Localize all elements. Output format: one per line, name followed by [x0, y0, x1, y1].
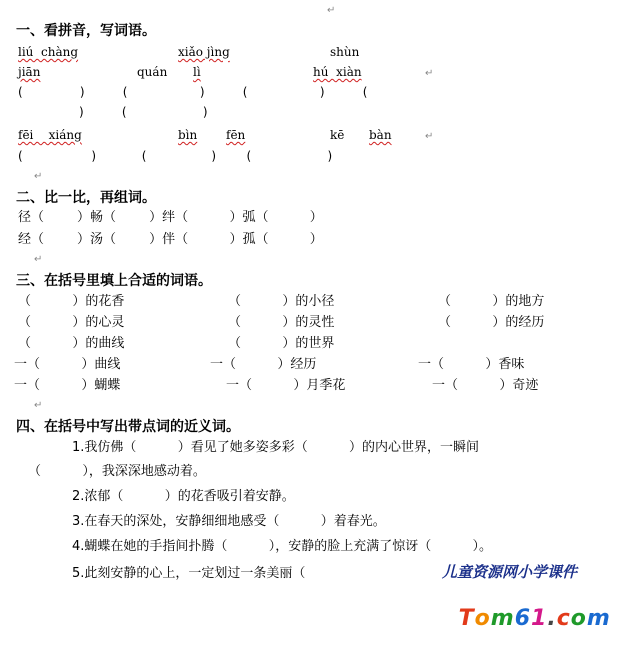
section-3-title: 三、在括号里填上合适的词语。 [16, 273, 212, 289]
pinyin-fei-xiang: fēi xiáng [18, 128, 82, 142]
paragraph-mark: ↵ [425, 68, 434, 79]
synonym-item-1[interactable]: 1.我仿佛（ ）看见了她多姿多彩（ ）的内心世界，一瞬间 [72, 440, 480, 455]
fill-row-2-a[interactable]: （ ）的心灵 [18, 315, 125, 330]
watermark-letter: m [490, 606, 515, 631]
watermark-letter: 1 [531, 606, 548, 631]
fill-row-1-b[interactable]: （ ）的小径 [228, 294, 335, 309]
answer-blanks-1[interactable]: ( ) ( ) ( ) ( [18, 85, 368, 99]
fill-row-2-c[interactable]: （ ）的经历 [438, 315, 545, 330]
pinyin-ban: bàn [369, 128, 392, 142]
watermark-title: 儿童资源网小学课件 [442, 563, 578, 581]
pinyin-li: lì [193, 65, 201, 79]
pinyin-fen: fēn [226, 128, 246, 142]
pinyin-liu-chang: liú chàng [18, 45, 79, 59]
pinyin-bin: bìn [178, 128, 198, 142]
fill-row-1-a[interactable]: （ ）的花香 [18, 294, 125, 309]
fill-row-5-a[interactable]: 一（ ）蝴蝶 [14, 378, 121, 393]
watermark-letter: m [586, 606, 611, 631]
synonym-item-4[interactable]: 4.蝴蝶在她的手指间扑腾（ ），安静的脸上充满了惊讶（ ）。 [72, 539, 493, 554]
fill-row-4-b[interactable]: 一（ ）经历 [210, 357, 317, 372]
watermark-letter: o [474, 606, 491, 631]
fill-row-4-c[interactable]: 一（ ）香味 [418, 357, 525, 372]
paragraph-mark: ↵ [327, 5, 336, 16]
synonym-item-1-continued[interactable]: （ ），我深深地感动着。 [28, 464, 206, 479]
section-4-title: 四、在括号中写出带点词的近义词。 [16, 419, 240, 435]
answer-blanks-3[interactable]: ( ) ( ) ( ) [18, 149, 333, 163]
fill-row-5-c[interactable]: 一（ ）奇迹 [432, 378, 539, 393]
paragraph-mark: ↵ [34, 171, 43, 182]
fill-row-1-c[interactable]: （ ）的地方 [438, 294, 545, 309]
fill-row-4-a[interactable]: 一（ ）曲线 [14, 357, 121, 372]
site-watermark-logo [420, 561, 620, 631]
pinyin-quan: quán [137, 65, 168, 79]
fill-row-3-a[interactable]: （ ）的曲线 [18, 336, 125, 351]
fill-row-5-b[interactable]: 一（ ）月季花 [226, 378, 346, 393]
pinyin-hu-xian: hú xiàn [313, 65, 362, 79]
fill-row-2-b[interactable]: （ ）的灵性 [228, 315, 335, 330]
pinyin-shun: shùn [330, 45, 360, 59]
pinyin-jian: jiān [18, 65, 41, 79]
paragraph-mark: ↵ [34, 254, 43, 265]
section-2-title: 二、比一比，再组词。 [16, 190, 156, 206]
paragraph-mark: ↵ [34, 400, 43, 411]
compare-row-2[interactable]: 经（ ）汤（ ）伴（ ）孤（ ） [18, 232, 323, 247]
watermark-letter: T [458, 606, 475, 631]
synonym-item-2[interactable]: 2.浓郁（ ）的花香吸引着安静。 [72, 489, 295, 504]
fill-row-3-b[interactable]: （ ）的世界 [228, 336, 335, 351]
synonym-item-5[interactable]: 5.此刻安静的心上，一定划过一条美丽（ [72, 566, 306, 581]
compare-row-1[interactable]: 径（ ）畅（ ）绊（ ）弧（ ） [18, 210, 323, 225]
watermark-letter: c [556, 606, 571, 631]
watermark-letter: o [570, 606, 587, 631]
answer-blanks-2[interactable]: ) ( ) [18, 105, 208, 119]
pinyin-ke: kē [330, 128, 345, 142]
synonym-item-3[interactable]: 3.在春天的深处，安静细细地感受（ ）着春光。 [72, 514, 386, 529]
pinyin-xiao-jing: xiǎo jìng [178, 45, 230, 59]
watermark-letter: . [547, 606, 557, 631]
watermark-letter: 6 [514, 606, 532, 631]
section-1-title: 一、看拼音，写词语。 [16, 23, 156, 39]
watermark-site [424, 581, 611, 656]
paragraph-mark: ↵ [425, 131, 434, 142]
